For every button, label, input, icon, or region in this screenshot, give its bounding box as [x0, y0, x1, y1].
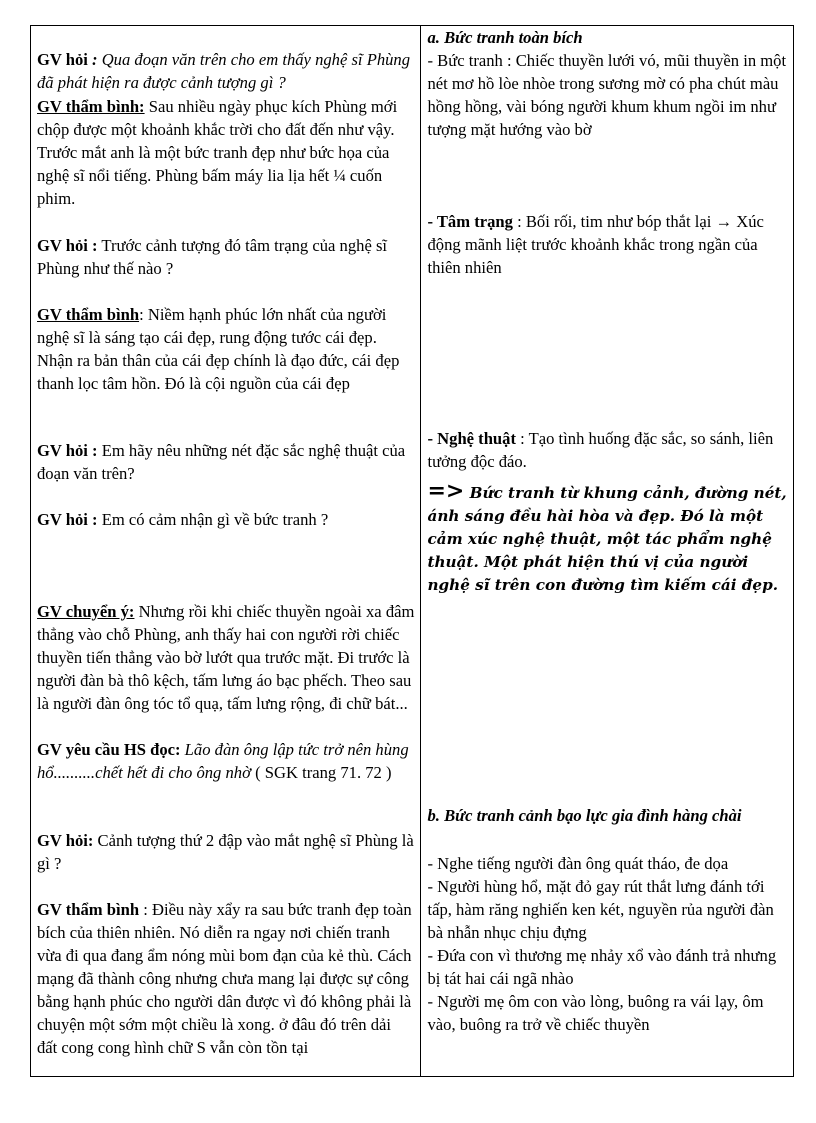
- reading-request: GV yêu cầu HS đọc: Lão đàn ông lập tức trở nên hùng hổ..........chết hết đi cho ông nhờ ( SGK trang 71. 72 ): [37, 740, 409, 782]
- question-4: GV hỏi : Em có cảm nhận gì về bức tranh ?: [37, 510, 329, 529]
- question-3: GV hỏi : Em hãy nêu những nét đặc sắc nghệ thuật của đoạn văn trên?: [37, 441, 406, 483]
- list-item: - Người hùng hổ, mặt đỏ gay rút thắt lưng đánh tới tấp, hàm răng nghiến ken két, nguyền rủa người đàn bà nhẫn nhục chịu đựng: [427, 877, 774, 942]
- teacher-activity-column: [31, 26, 421, 1076]
- lesson-table: [30, 25, 794, 1077]
- conclusion-paragraph: => Bức tranh từ khung cảnh, đường nét, ánh sáng đều hài hòa và đẹp. Đó là một cảm xúc nghệ thuật, một tác phẩm nghệ thuật. Một phát hiện thú vị của người nghệ sĩ trên con đường tìm kiếm cái đẹp.: [427, 478, 787, 594]
- commentary-2: GV thẩm bình: Niềm hạnh phúc lớn nhất của người nghệ sĩ là sáng tạo cái đẹp, rung động tước cái đẹp. Nhận ra bản thân của cái đẹp chính là đạo đức, cái đẹp thanh lọc tâm hồn. Đó là cội nguồn của cái đẹp: [37, 305, 400, 393]
- section-b-list: [427, 852, 789, 1036]
- list-item: - Người mẹ ôm con vào lòng, buông ra vái lạy, ôm vào, buông ra trở về chiếc thuyền: [427, 992, 764, 1034]
- section-a-title: a. Bức tranh toàn bích: [427, 28, 583, 47]
- arrow-icon: =>: [427, 478, 465, 504]
- commentary-3: GV thẩm bình : Điều này xẩy ra sau bức tranh đẹp toàn bích của thiên nhiên. Nó diễn ra ngay nơi chiến tranh vừa đi qua đang ẩm nóng mùi bom đạn của kẻ thù. Cách mạng đã thành công nhưng chưa mang lại được sự công bằng hạnh phúc cho người dân được vì đó không phải là chuyện một sớm một chiều là xong. ở đâu đó trên dải đất cong cong hình chữ S vẫn còn tồn tại: [37, 900, 412, 1057]
- mood-paragraph: - Tâm trạng : Bối rối, tim như bóp thắt lại → Xúc động mãnh liệt trước khoảnh khắc trong ngần của thiên nhiên: [427, 212, 764, 277]
- section-b-title: b. Bức tranh cảnh bạo lực gia đình hàng chài: [427, 806, 742, 825]
- list-item: - Đứa con vì thương mẹ nhảy xổ vào đánh trả nhưng bị tát hai cái ngã nhào: [427, 946, 777, 988]
- art-paragraph: - Nghệ thuật : Tạo tình huống đặc sắc, so sánh, liên tưởng độc đáo.: [427, 429, 774, 471]
- section-a-body: - Bức tranh : Chiếc thuyền lưới vó, mũi thuyền in một nét mơ hồ lòe nhòe trong sương mờ có pha chút màu hồng hồng, vài bóng người khum khum ngồi im như tượng mặt hướng vào bờ: [427, 51, 787, 139]
- question-1: GV hỏi : Qua đoạn văn trên cho em thấy nghệ sĩ Phùng đã phát hiện ra được cảnh tượng gì ?: [37, 50, 411, 92]
- question-2: GV hỏi : Trước cảnh tượng đó tâm trạng của nghệ sĩ Phùng như thế nào ?: [37, 236, 388, 278]
- transition-note: GV chuyển ý: Nhưng rồi khi chiếc thuyền ngoài xa đâm thẳng vào chỗ Phùng, anh thấy hai con người rời chiếc thuyền tiến thẳng vào bờ lướt qua trước mặt. Đi trước là người đàn bà thô kệch, tấm lưng áo bạc phếch. Theo sau là người đàn ông tóc tổ quạ, tấm lưng rộng, đi chữ bát...: [37, 602, 415, 713]
- list-item: - Nghe tiếng người đàn ông quát tháo, đe dọa: [427, 854, 729, 873]
- commentary-1: GV thẩm bình: Sau nhiều ngày phục kích Phùng mới chộp được một khoảnh khắc trời cho đất đến như vậy. Trước mắt anh là một bức tranh đẹp như bức họa của nghệ sĩ nổi tiếng. Phùng bấm máy lia lịa hết ¼ cuốn phim.: [37, 97, 398, 208]
- content-column: [421, 26, 793, 1076]
- question-5: GV hỏi: Cảnh tượng thứ 2 đập vào mắt nghệ sĩ Phùng là gì ?: [37, 831, 414, 873]
